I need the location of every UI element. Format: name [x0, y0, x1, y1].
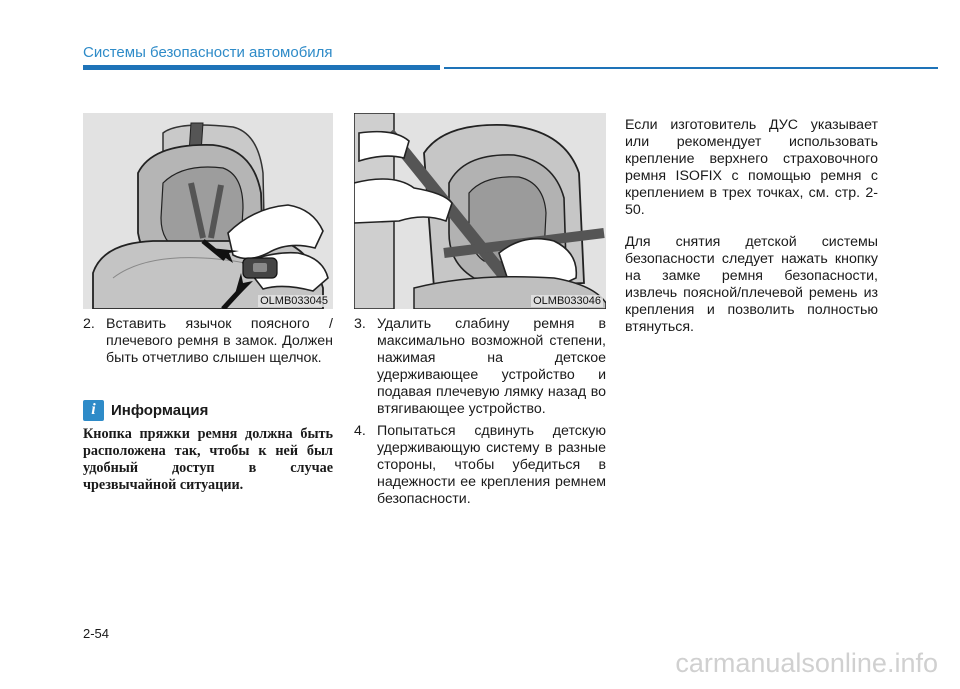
step-2 — [83, 316, 333, 367]
page-number: 2-54 — [83, 626, 110, 641]
figure-tighten-belt — [354, 113, 606, 309]
info-header — [83, 398, 208, 422]
figure-buckle-insert — [83, 113, 333, 309]
header-rule-thick — [83, 65, 440, 70]
step-3 — [354, 316, 606, 418]
step-number: 2. — [83, 316, 95, 332]
paragraph-isofix: Если изготовитель ДУС указывает или рекомендует использовать крепление верхнего страховочного ремня ISOFIX с помощью ремня с креплением в трех точках, см. стр. 2-50. — [625, 117, 878, 218]
header-rule-thin — [444, 67, 938, 69]
step-text: Вставить язычок поясного / плечевого ремня в замок. Должен быть отчетливо слышен щелчок. — [106, 316, 333, 366]
figure-code: OLMB033045 — [260, 295, 328, 307]
info-icon: i — [83, 400, 104, 421]
info-body: Кнопка пряжки ремня должна быть расположена так, чтобы к ней был удобный доступ в случае чрезвычайной ситуации. — [83, 426, 333, 493]
illustration-tighten — [354, 113, 606, 309]
illustration-buckle — [83, 113, 333, 309]
step-number: 4. — [354, 423, 366, 439]
paragraph-removal: Для снятия детской системы безопасности следует нажать кнопку на замке ремня безопасности, извлечь поясной/плечевой ремень из крепления и позволить полностью втянуться. — [625, 234, 878, 335]
section-title: Системы безопасности автомобиля — [83, 44, 333, 61]
watermark: carmanualsonline.info — [675, 648, 938, 678]
step-text: Удалить слабину ремня в максимально возможной степени, нажимая на детское удерживающее устройство и подавая плечевую лямку назад во втягивающее устройство. — [377, 316, 606, 417]
info-title: Информация — [111, 401, 209, 419]
left-column — [83, 316, 333, 372]
step-4 — [354, 423, 606, 508]
step-text: Попытаться сдвинуть детскую удерживающую систему в разные стороны, чтобы убедиться в надежности ее крепления ремнем безопасности. — [377, 423, 606, 507]
step-number: 3. — [354, 316, 366, 332]
right-column — [625, 117, 878, 351]
figure-code: OLMB033046 — [533, 295, 601, 307]
middle-column — [354, 316, 606, 513]
